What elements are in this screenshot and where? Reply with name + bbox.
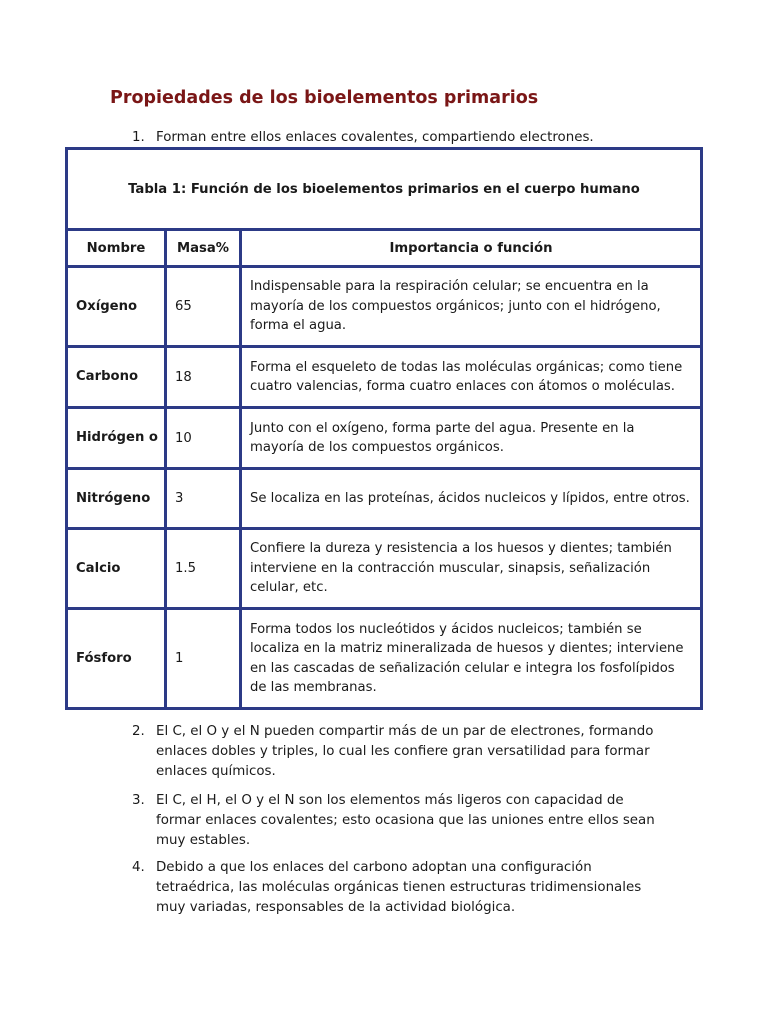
table-header-row <box>67 230 702 267</box>
list-number: 2. <box>132 724 145 739</box>
list-item-3 <box>132 791 672 851</box>
table-row <box>67 267 702 347</box>
element-name: Hidrógen o <box>67 408 166 469</box>
element-mass: 65 <box>166 267 241 347</box>
list-item-1 <box>132 128 672 148</box>
table-row <box>67 408 702 469</box>
list-text: Debido a que los enlaces del carbono adoptan una configuración tetraédrica, las moléculas orgánicas tienen estructuras tridimensionales muy variadas, responsables de la actividad biológica. <box>156 860 642 915</box>
element-function: Junto con el oxígeno, forma parte del agua. Presente en la mayoría de los compuestos orgánicos. <box>241 408 702 469</box>
element-mass: 10 <box>166 408 241 469</box>
list-number: 3. <box>132 793 145 808</box>
element-function: Confiere la dureza y resistencia a los huesos y dientes; también interviene en la contracción muscular, sinapsis, señalización celular, etc. <box>241 529 702 609</box>
header-name: Nombre <box>67 230 166 267</box>
element-mass: 1.5 <box>166 529 241 609</box>
list-text: El C, el O y el N pueden compartir más de un par de electrones, formando enlaces dobles y triples, lo cual les confiere gran versatilidad para formar enlaces químicos. <box>156 724 654 779</box>
table-caption: Tabla 1: Función de los bioelementos primarios en el cuerpo humano <box>67 149 702 230</box>
header-mass: Masa% <box>166 230 241 267</box>
list-item-4 <box>132 858 672 918</box>
element-name: Nitrógeno <box>67 469 166 529</box>
list-number: 1. <box>132 130 145 145</box>
table-row <box>67 469 702 529</box>
element-mass: 1 <box>166 609 241 709</box>
element-function: Indispensable para la respiración celular; se encuentra en la mayoría de los compuestos orgánicos; junto con el hidrógeno, forma el agua. <box>241 267 702 347</box>
page-heading: Propiedades de los bioelementos primarios <box>110 88 539 108</box>
element-function: Forma el esqueleto de todas las moléculas orgánicas; como tiene cuatro valencias, forma cuatro enlaces con átomos o moléculas. <box>241 347 702 408</box>
element-mass: 18 <box>166 347 241 408</box>
bioelements-table <box>65 147 703 710</box>
table-row <box>67 609 702 709</box>
header-function: Importancia o función <box>241 230 702 267</box>
table-row <box>67 529 702 609</box>
list-text: Forman entre ellos enlaces covalentes, compartiendo electrones. <box>156 130 594 145</box>
element-function: Se localiza en las proteínas, ácidos nucleicos y lípidos, entre otros. <box>241 469 702 529</box>
element-name: Calcio <box>67 529 166 609</box>
element-name: Carbono <box>67 347 166 408</box>
element-mass: 3 <box>166 469 241 529</box>
element-name: Fósforo <box>67 609 166 709</box>
list-item-2 <box>132 722 672 782</box>
table-row <box>67 347 702 408</box>
list-text: El C, el H, el O y el N son los elementos más ligeros con capacidad de formar enlaces covalentes; esto ocasiona que las uniones entre ellos sean muy estables. <box>156 793 655 848</box>
element-function: Forma todos los nucleótidos y ácidos nucleicos; también se localiza en la matriz mineralizada de huesos y dientes; interviene en las cascadas de señalización celular e integra los fosfolípidos de las membranas. <box>241 609 702 709</box>
element-name: Oxígeno <box>67 267 166 347</box>
list-number: 4. <box>132 860 145 875</box>
